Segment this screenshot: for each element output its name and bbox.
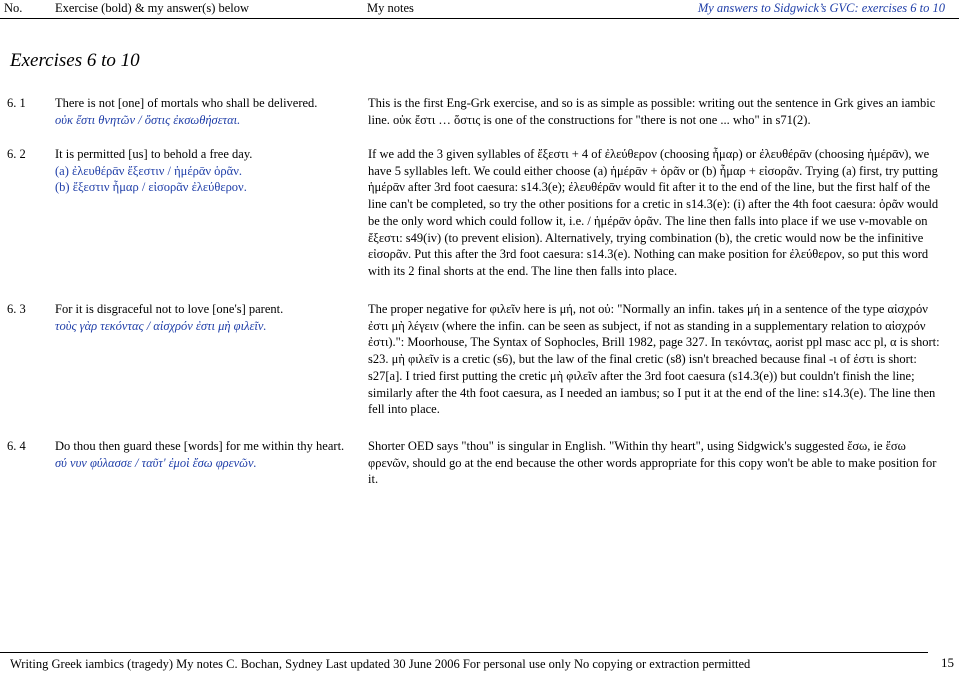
exercise-number: 6. 3 — [7, 302, 26, 316]
exercise-greek: σύ νυν φύλασσε / ταῦτ' ἐμοὶ ἔσω φρενῶν. — [55, 455, 257, 470]
header-rule — [0, 18, 959, 19]
exercise-greek: τοὺς γὰρ τεκόντας / αἰσχρόν ἐστι μὴ φιλεῖν. — [55, 318, 267, 333]
exercise-number: 6. 2 — [7, 147, 26, 161]
exercise-greek: οὐκ ἔστι θνητῶν / ὅστις ἐκσωθήσεται. — [55, 112, 241, 127]
footer-text: Writing Greek iambics (tragedy) My notes C. Bochan, Sydney Last updated 30 June 2006 For personal use only No copying or extraction permitted — [10, 657, 751, 671]
exercise-english: There is not [one] of mortals who shall be delivered. — [55, 96, 318, 110]
exercise-text — [55, 95, 355, 128]
exercise-text — [55, 146, 355, 196]
page-number: 15 — [941, 655, 954, 670]
header-answers: My answers to Sidgwick’s GVC: exercises 6 to 10 — [697, 1, 945, 15]
header-exercise: Exercise (bold) & my answer(s) below — [55, 1, 250, 15]
exercise-note: If we add the 3 given syllables of ἔξεστι + 4 of ἐλεύθερον (choosing ἦμαρ) or ἐλευθέρᾱν (choosing ἡμέρᾱν), we have 5 syllables left. We could either choose (a) ἡμέρᾱν + ὁρᾶν or (b) ἦμαρ + εἰσορᾶν. Trying (a) first, try putting ἡμέρᾱν after 3rd foot caesura: s14.3(e); ἐλευθέρᾱν would fit after it to the end of the line, but the first half of the line can't be completed, so try the other positions for a cretic in s14.3(e): (i) after the 4th foot caesura: ὁρᾶν would be the only word which could follow it, i.e. / ἡμέρᾱν ὁρᾶν. The line then falls into place if we use ν-movable on ἔξεστι: s49(iv) (to prevent elision). Alternatively, trying combination (b), the cretic would now be the infinitive εἰσορᾶν. Put this after the 3rd foot caesura: s14.3(e). Nothing can make position for ἐλεύθερον, so put this word with its 2 final shorts at the end. The line then falls into place. — [368, 147, 939, 278]
exercise-note: This is the first Eng-Grk exercise, and so is as simple as possible: writing out the sentence in Grk gives an iambic line. οὐκ ἔστι … ὅστις is one of the constructions for "there is not one ... who" in s71(2). — [368, 96, 936, 127]
footer-rule — [0, 652, 928, 653]
exercise-text — [55, 438, 355, 471]
exercise-number: 6. 1 — [7, 96, 26, 110]
page-title: Exercises 6 to 10 — [10, 50, 140, 71]
header-no: No. — [4, 1, 23, 15]
exercise-english: For it is disgraceful not to love [one's] parent. — [55, 302, 284, 316]
header-notes: My notes — [367, 1, 414, 15]
exercise-text — [55, 301, 355, 334]
exercise-note: Shorter OED says "thou" is singular in English. "Within thy heart", using Sidgwick's suggested ἔσω, ie ἔσω φρενῶν, should go at the end because the other words appropriate for this copy won't be able to make position for it. — [368, 439, 937, 487]
exercise-english: It is permitted [us] to behold a free day. — [55, 147, 253, 161]
exercise-greek: (a) ἐλευθέρᾱν ἔξεστιν / ἡμέρᾱν ὁρᾶν. — [55, 163, 242, 178]
exercise-note: The proper negative for φιλεῖν here is μή, not οὐ: "Normally an infin. takes μή in a sentence of the type αἰσχρόν ἐστι μὴ λέγειν (where the infin. can be seen as subject, if not as standing in a supplementary relation to αἰσχρόν ἐστι).": Moorhouse, The Syntax of Sophocles, Brill 1982, page 327. In τεκόντας, aorist ppl masc acc pl, α is short: s23. μὴ φιλεῖν is a cretic (s6), but the law of the final cretic (s8) isn't breached because final -ι of ἐστι is short: s27[a]. I tried first putting the cretic μὴ φιλεῖν after the 3rd foot caesura (s14.3(e)) but couldn't finish the line; similarly after the 4th foot caesura, as I needed an iambus; so I put it at the end of the line: s14.3(e). The line then fell into place. — [368, 302, 940, 417]
exercise-english: Do thou then guard these [words] for me within thy heart. — [55, 439, 345, 453]
exercise-greek: (b) ἔξεστιν ἦμαρ / εἰσορᾶν ἐλεύθερον. — [55, 180, 247, 195]
exercise-number: 6. 4 — [7, 439, 26, 453]
